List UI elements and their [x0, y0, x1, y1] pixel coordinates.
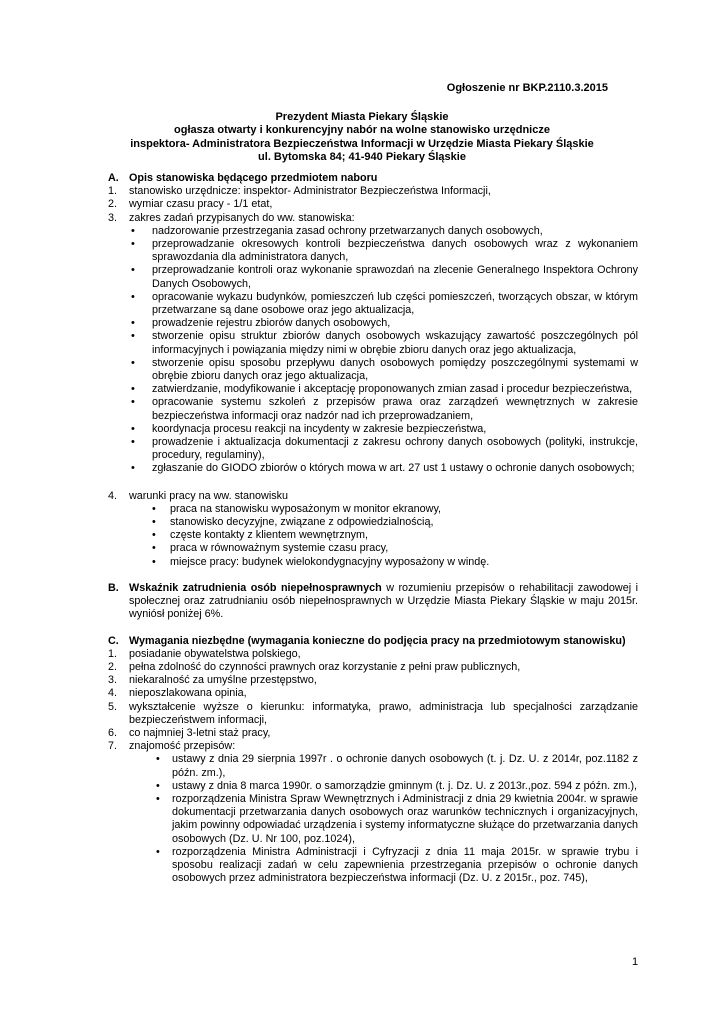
header-line-issuer: Prezydent Miasta Piekary Śląskie: [275, 111, 449, 123]
list-item: [108, 212, 638, 225]
condition-item: • praca w równoważnym systemie czasu pracy,: [170, 542, 638, 555]
duty-item: • przeprowadzanie okresowych kontroli bezpieczeństwa danych osobowych wraz z wykonaniem sprawozdania dla administratora danych,: [152, 238, 638, 264]
item-text: niekaralność za umyślne przestępstwo,: [129, 674, 317, 687]
duty-item: • zatwierdzanie, modyfikowanie i akceptację proponowanych zmian zasad i procedur bezpieczeństwa,: [152, 383, 638, 396]
item-number: 3.: [108, 211, 118, 224]
laws-list: [108, 753, 638, 885]
condition-item: • miejsce pracy: budynek wielokondygnacyjny wyposażony w windę.: [170, 556, 638, 569]
section-title-text: Wymagania niezbędne (wymagania konieczne do podjęcia pracy na przedmiotowym stanowisku): [129, 634, 626, 647]
list-item: [108, 648, 638, 661]
item-text: posiadanie obywatelstwa polskiego,: [129, 647, 301, 660]
document-body: [108, 172, 638, 885]
item-number: 4.: [108, 687, 118, 700]
condition-item: • stanowisko decyzyjne, związane z odpowiedzialnością,: [170, 516, 638, 529]
item-text: co najmniej 3-letni staż pracy,: [129, 726, 271, 739]
condition-item: • częste kontakty z klientem wewnętrznym,: [170, 529, 638, 542]
duty-item: • nadzorowanie przestrzegania zasad ochrony przetwarzanych danych osobowych,: [152, 225, 638, 238]
item-text: znajomość przepisów:: [129, 740, 236, 753]
section-title-text: Wskaźnik zatrudnienia osób niepełnosprawnych: [129, 581, 382, 594]
list-item: [108, 701, 638, 727]
item-number: 1.: [108, 185, 118, 198]
law-item: • ustawy z dnia 29 sierpnia 1997r . o ochronie danych osobowych (t. j. Dz. U. z 2014r, poz.1182 z późn. zm.),: [172, 753, 638, 779]
item-number: 6.: [108, 726, 118, 739]
duty-item: • przeprowadzanie kontroli oraz wykonanie sprawozdań na zlecenie Generalnego Inspektora Ochrony Danych Osobowych,: [152, 264, 638, 290]
list-item: [108, 727, 638, 740]
list-item: [108, 490, 638, 503]
duty-item: • koordynacja procesu reakcji na incydenty w zakresie bezpieczeństwa,: [152, 423, 638, 436]
item-text: wykształcenie wyższe o kierunku: informatyka, prawo, administracja lub specjalności zarządzanie bezpieczeństwem informacji,: [129, 700, 638, 726]
item-text: pełna zdolność do czynności prawnych oraz korzystanie z pełni praw publicznych,: [129, 660, 521, 673]
law-item: • ustawy z dnia 8 marca 1990r. o samorządzie gminnym (t. j. Dz. U. z 2013r.,poz. 594 z późn. zm.),: [172, 780, 638, 793]
item-number: 4.: [108, 489, 118, 502]
item-text: stanowisko urzędnicze: inspektor- Administrator Bezpieczeństwa Informacji,: [129, 185, 491, 198]
item-number: 2.: [108, 660, 118, 673]
law-item: • rozporządzenia Ministra Administracji i Cyfryzacji z dnia 11 maja 2015r. w sprawie trybu i sposobu realizacji zadań w celu zapewnienia przestrzegania przepisów o ochronie danych osobowych przez administratora bezpieczeństwa informacji (Dz. U. z 2015r., poz. 745),: [172, 846, 638, 886]
duty-item: • prowadzenie rejestru zbiorów danych osobowych,: [152, 317, 638, 330]
section-c-title: [108, 635, 638, 648]
list-item: [108, 687, 638, 700]
section-b-text: w rozumieniu przepisów o rehabilitacji zawodowej i społecznej oraz zatrudnianiu osób niepełnosprawnych w Urzędzie Miasta Piekary Śląskie w maju 2015r. wyniósł poniżej 6%.: [129, 581, 638, 621]
conditions-list: [108, 503, 638, 569]
item-number: 7.: [108, 740, 118, 753]
duties-list: [108, 225, 638, 476]
list-item: [108, 740, 638, 753]
duty-item: • opracowanie wykazu budynków, pomieszczeń lub części pomieszczeń, tworzących obszar, w którym przetwarzane są dane osobowe oraz jego aktualizacja,: [152, 291, 638, 317]
document-header: [108, 111, 616, 165]
header-line-announce: ogłasza otwarty i konkurencyjny nabór na wolne stanowisko urzędnicze: [174, 124, 550, 137]
item-text: zakres zadań przypisanych do ww. stanowiska:: [129, 211, 355, 224]
duty-item: • stworzenie opisu sposobu przepływu danych osobowych pomiędzy poszczególnymi systemami w obrębie zbioru danych oraz jego aktualizacja,: [152, 357, 638, 383]
header-line-position: inspektora- Administratora Bezpieczeństwa Informacji w Urzędzie Miasta Piekary Śląskie: [130, 137, 594, 150]
section-letter: B.: [108, 581, 119, 594]
section-title-text: Opis stanowiska będącego przedmiotem naboru: [129, 172, 378, 184]
item-text: nieposzlakowana opinia,: [129, 687, 247, 700]
duty-item: • stworzenie opisu struktur zbiorów danych osobowych wskazujący zawartość poszczególnych pól informacyjnych i powiązania między nimi w obrębie zbioru danych oraz jego aktualizacja,: [152, 330, 638, 356]
page-number: 1: [632, 956, 639, 968]
announcement-number: Ogłoszenie nr BKP.2110.3.2015: [446, 82, 608, 94]
item-text: wymiar czasu pracy - 1/1 etat,: [129, 198, 273, 211]
section-letter: A.: [108, 172, 119, 184]
duty-item: • opracowanie systemu szkoleń z przepisów prawa oraz zarządzeń wewnętrznych w zakresie bezpieczeństwa informacji oraz nadzór nad ich przeprowadzaniem,: [152, 396, 638, 422]
list-item: [108, 185, 638, 198]
section-a-title: [108, 172, 638, 185]
condition-item: • praca na stanowisku wyposażonym w monitor ekranowy,: [170, 503, 638, 516]
duty-item: • prowadzenie i aktualizacja dokumentacji z zakresu ochrony danych osobowych (polityki, instrukcje, procedury, regulaminy),: [152, 436, 638, 462]
header-line-address: ul. Bytomska 84; 41-940 Piekary Śląskie: [258, 151, 466, 164]
section-letter: C.: [108, 634, 119, 647]
law-item: • rozporządzenia Ministra Spraw Wewnętrznych i Administracji z dnia 29 kwietnia 2004r. w sprawie dokumentacji przetwarzania danych osobowych oraz warunków technicznych i organizacyjnych, jakim powinny odpowiadać urządzenia i systemy informatyczne służące do przetwarzania danych osobowych (Dz. U. Nr 100, poz.1024),: [172, 793, 638, 846]
item-text: warunki pracy na ww. stanowisku: [129, 489, 289, 502]
item-number: 1.: [108, 647, 118, 660]
duty-item: • zgłaszanie do GIODO zbiorów o których mowa w art. 27 ust 1 ustawy o ochronie danych osobowych;: [152, 462, 638, 475]
section-b: [108, 582, 638, 622]
list-item: [108, 198, 638, 211]
list-item: [108, 674, 638, 687]
item-number: 2.: [108, 198, 118, 211]
item-number: 5.: [108, 700, 118, 713]
item-number: 3.: [108, 674, 118, 687]
list-item: [108, 661, 638, 674]
